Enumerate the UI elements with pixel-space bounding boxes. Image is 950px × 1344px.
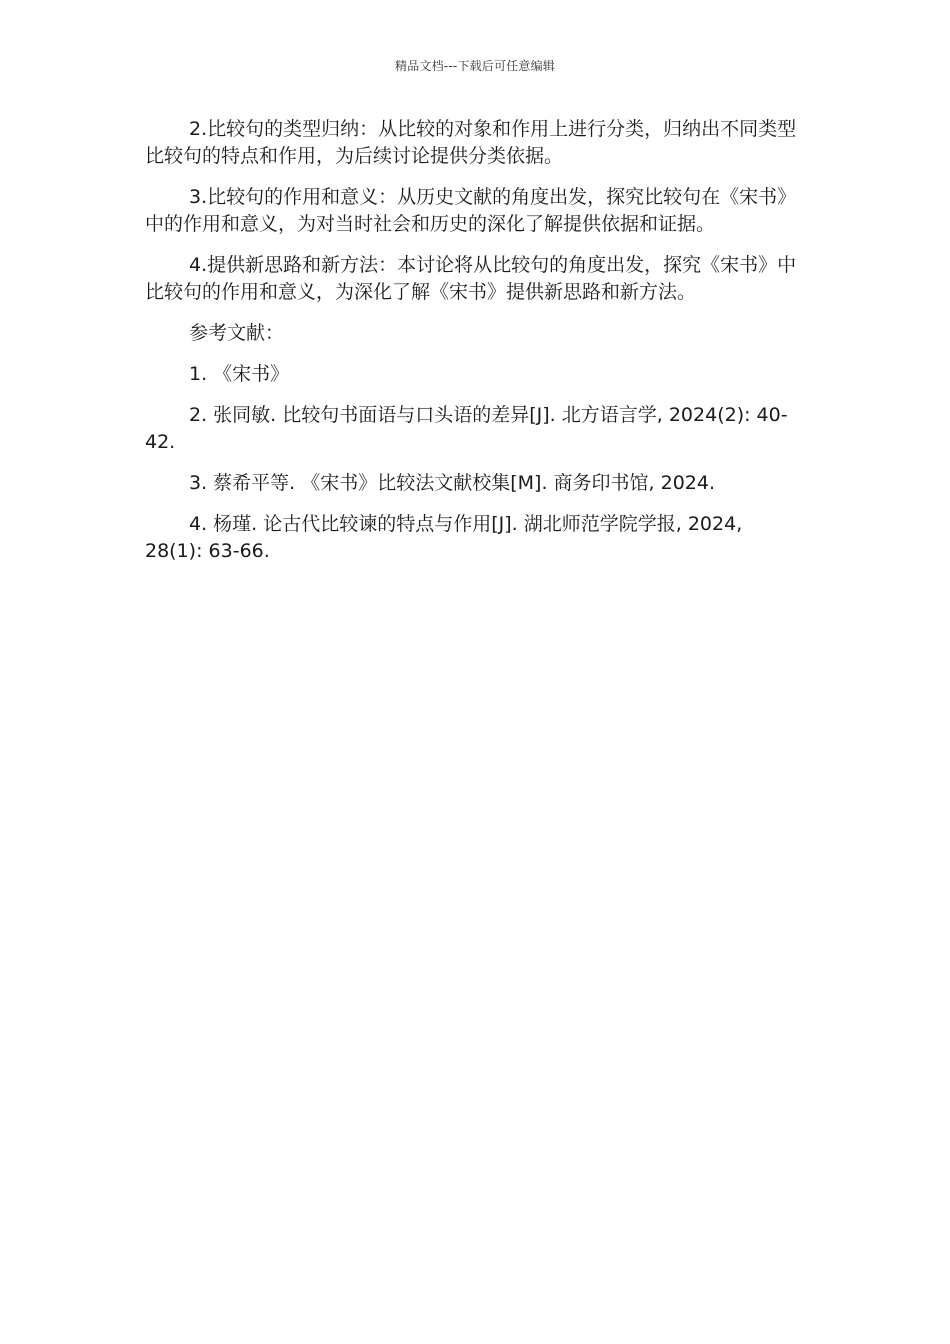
page-header: 精品文档---下载后可任意编辑 [395,59,555,73]
reference-item: 2. 张同敏. 比较句书面语与口头语的差异[J]. 北方语言学, 2024(2): 40-42. [145,404,788,453]
references-heading: 参考文献： [189,322,285,344]
reference-item: 4. 杨瑾. 论古代比较谏的特点与作用[J]. 湖北师范学院学报, 2024, 28(1): 63-66. [145,513,743,562]
paragraph-type-classification: 2.比较句的类型归纳：从比较的对象和作用上进行分类，归纳出不同类型比较句的特点和作用，为后续讨论提供分类依据。 [145,118,797,167]
paragraph-new-methods: 4.提供新思路和新方法：本讨论将从比较句的角度出发，探究《宋书》中比较句的作用和意义，为深化了解《宋书》提供新思路和新方法。 [145,254,797,303]
document-body [145,116,805,579]
paragraph-function-meaning: 3.比较句的作用和意义：从历史文献的角度出发，探究比较句在《宋书》中的作用和意义，为对当时社会和历史的深化了解提供依据和证据。 [145,186,797,235]
reference-item: 1. 《宋书》 [189,363,290,385]
reference-item: 3. 蔡希平等. 《宋书》比较法文献校集[M]. 商务印书馆, 2024. [189,472,716,494]
